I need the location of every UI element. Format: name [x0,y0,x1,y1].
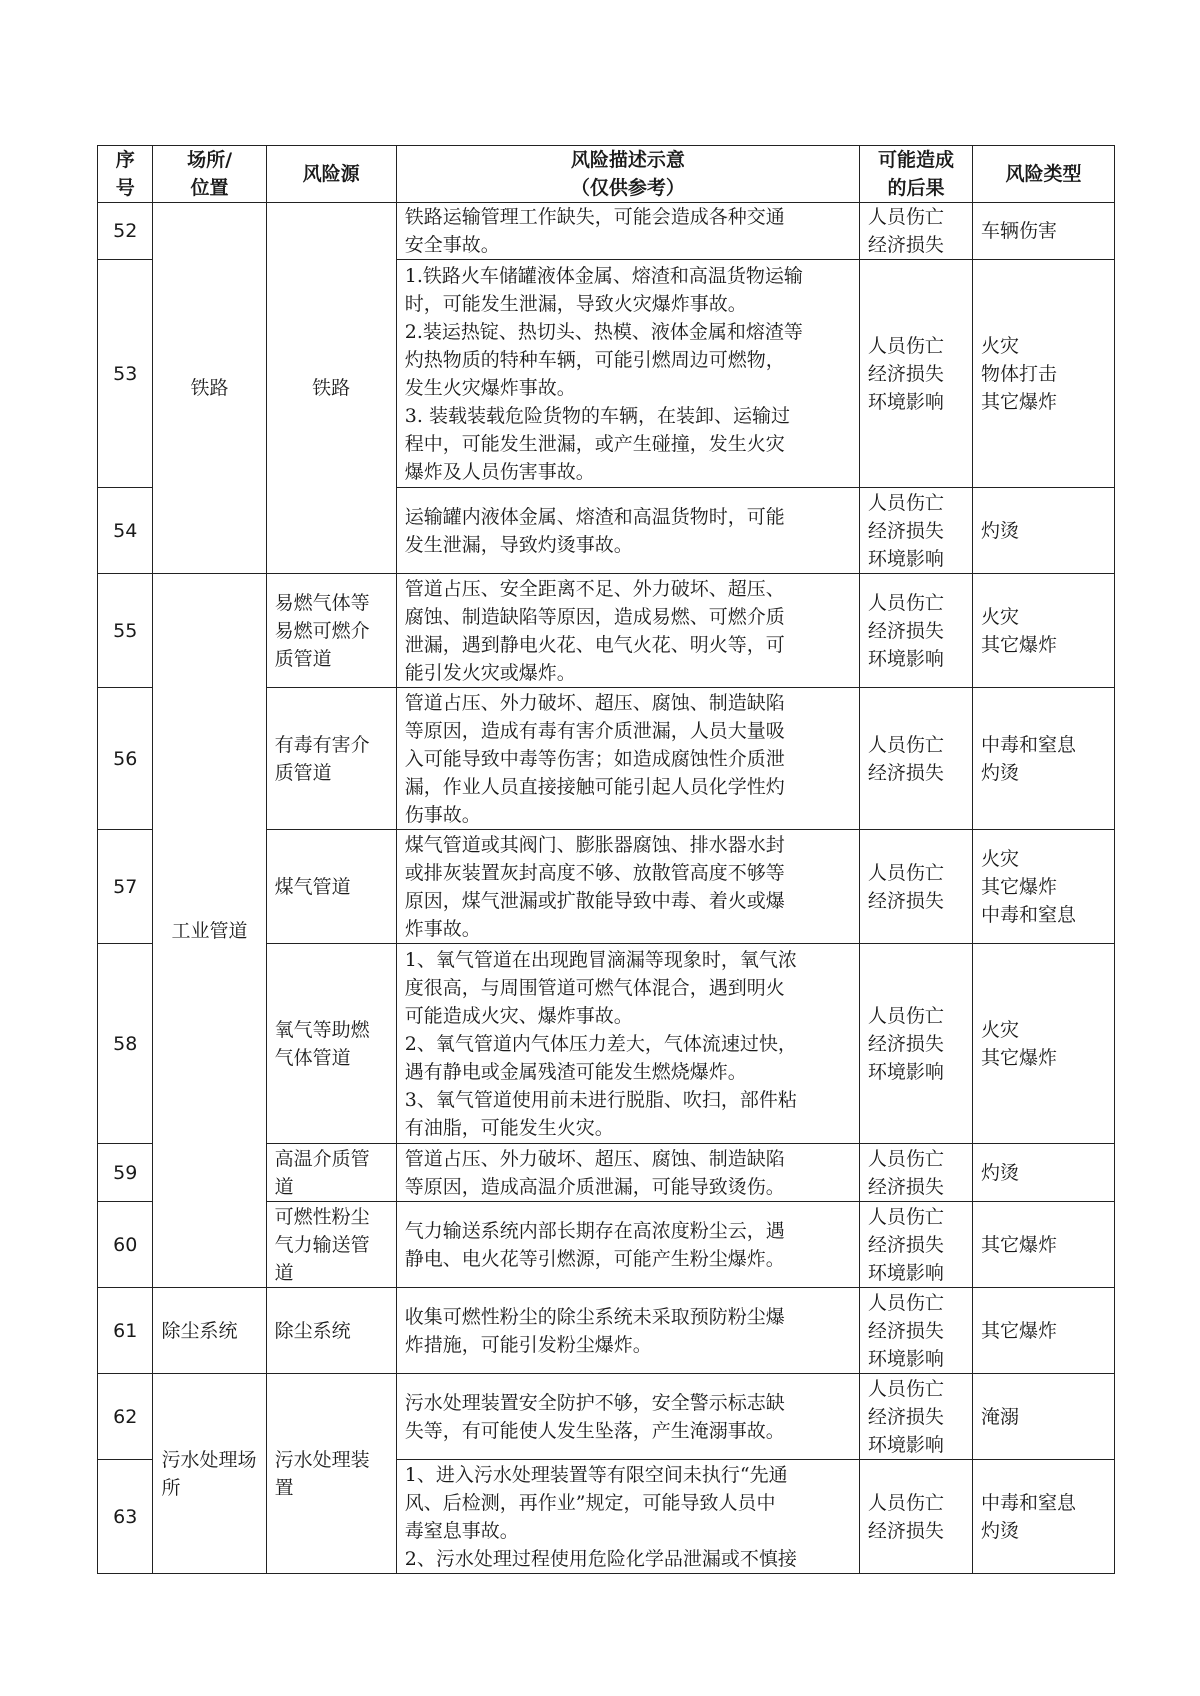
header-place: 场所/ 位置 [153,146,266,203]
risk-type-cell: 车辆伤害 [973,203,1115,260]
risk-type-cell: 火灾 其它爆炸 [973,574,1115,688]
row-number: 59 [98,1144,153,1202]
risk-type-cell: 中毒和窒息 灼烫 [973,1460,1115,1574]
table-header-row [98,146,1115,203]
place-cell-pipeline: 工业管道 [153,574,266,1288]
risk-type-cell: 淹溺 [973,1374,1115,1460]
risk-table [97,145,1115,1574]
header-consequence: 可能造成 的后果 [859,146,972,203]
description-cell: 管道占压、安全距离不足、外力破坏、超压、 腐蚀、制造缺陷等原因，造成易燃、可燃介质 泄漏，遇到静电火花、电气火花、明火等，可 能引发火灾或爆炸。 [396,574,859,688]
row-number: 58 [98,944,153,1144]
description-cell: 管道占压、外力破坏、超压、腐蚀、制造缺陷 等原因，造成高温介质泄漏，可能导致烫伤。 [396,1144,859,1202]
header-risk-type: 风险类型 [973,146,1115,203]
row-number: 53 [98,260,153,488]
description-cell: 铁路运输管理工作缺失，可能会造成各种交通 安全事故。 [396,203,859,260]
consequence-cell: 人员伤亡 经济损失 [859,830,972,944]
consequence-cell: 人员伤亡 经济损失 环境影响 [859,574,972,688]
risk-type-cell: 灼烫 [973,488,1115,574]
consequence-cell: 人员伤亡 经济损失 [859,1144,972,1202]
description-cell: 1、进入污水处理装置等有限空间未执行“先通 风、后检测，再作业”规定，可能导致人员中 毒窒息事故。 2、污水处理过程使用危险化学品泄漏或不慎接 [396,1460,859,1574]
consequence-cell: 人员伤亡 经济损失 环境影响 [859,488,972,574]
description-cell: 1、氧气管道在出现跑冒滴漏等现象时，氧气浓 度很高，与周围管道可燃气体混合，遇到明火 可能造成火灾、爆炸事故。 2、氧气管道内气体压力差大，气体流速过快， 遇有静电或金属残渣可能发生燃烧爆炸。 3、氧气管道使用前未进行脱脂、吹扫，部件粘 有油脂，可能发生火灾。 [396,944,859,1144]
row-number: 62 [98,1374,153,1460]
consequence-cell: 人员伤亡 经济损失 [859,688,972,830]
row-number: 60 [98,1202,153,1288]
source-cell: 可燃性粉尘 气力输送管 道 [266,1202,396,1288]
description-cell: 管道占压、外力破坏、超压、腐蚀、制造缺陷 等原因，造成有毒有害介质泄漏，人员大量吸 入可能导致中毒等伤害；如造成腐蚀性介质泄 漏，作业人员直接接触可能引起人员化学性灼 伤事故。 [396,688,859,830]
place-cell-sewage: 污水处理场所 [153,1374,266,1574]
row-number: 55 [98,574,153,688]
table-row [98,1288,1115,1374]
header-source: 风险源 [266,146,396,203]
table-row [98,1374,1115,1460]
risk-type-cell: 中毒和窒息 灼烫 [973,688,1115,830]
row-number: 61 [98,1288,153,1374]
risk-type-cell: 火灾 其它爆炸 [973,944,1115,1144]
consequence-cell: 人员伤亡 经济损失 环境影响 [859,1288,972,1374]
description-cell: 运输罐内液体金属、熔渣和高温货物时，可能 发生泄漏，导致灼烫事故。 [396,488,859,574]
row-number: 56 [98,688,153,830]
table-row [98,203,1115,260]
source-cell: 易燃气体等 易燃可燃介 质管道 [266,574,396,688]
description-cell: 污水处理装置安全防护不够，安全警示标志缺 失等，有可能使人发生坠落，产生淹溺事故。 [396,1374,859,1460]
row-number: 57 [98,830,153,944]
consequence-cell: 人员伤亡 经济损失 环境影响 [859,260,972,488]
consequence-cell: 人员伤亡 经济损失 [859,1460,972,1574]
source-cell-railway: 铁路 [266,203,396,574]
risk-type-cell: 火灾 其它爆炸 中毒和窒息 [973,830,1115,944]
table-row [98,574,1115,688]
risk-type-cell: 其它爆炸 [973,1288,1115,1374]
risk-type-cell: 其它爆炸 [973,1202,1115,1288]
row-number: 63 [98,1460,153,1574]
description-cell: 气力输送系统内部长期存在高浓度粉尘云，遇 静电、电火花等引燃源，可能产生粉尘爆炸。 [396,1202,859,1288]
consequence-cell: 人员伤亡 经济损失 环境影响 [859,1374,972,1460]
consequence-cell: 人员伤亡 经济损失 环境影响 [859,1202,972,1288]
place-cell-dust: 除尘系统 [153,1288,266,1374]
description-cell: 收集可燃性粉尘的除尘系统未采取预防粉尘爆 炸措施，可能引发粉尘爆炸。 [396,1288,859,1374]
source-cell: 煤气管道 [266,830,396,944]
header-description: 风险描述示意 （仅供参考） [396,146,859,203]
source-cell: 氧气等助燃 气体管道 [266,944,396,1144]
risk-type-cell: 火灾 物体打击 其它爆炸 [973,260,1115,488]
source-cell: 有毒有害介 质管道 [266,688,396,830]
consequence-cell: 人员伤亡 经济损失 [859,203,972,260]
place-cell-railway: 铁路 [153,203,266,574]
header-no: 序 号 [98,146,153,203]
description-cell: 1.铁路火车储罐液体金属、熔渣和高温货物运输 时，可能发生泄漏，导致火灾爆炸事故。 2.装运热锭、热切头、热模、液体金属和熔渣等 灼热物质的特种车辆，可能引燃周边可燃物， 发生火灾爆炸事故。 3. 装载装载危险货物的车辆，在装卸、运输过 程中，可能发生泄漏，或产生碰撞，发生火灾 爆炸及人员伤害事故。 [396,260,859,488]
row-number: 52 [98,203,153,260]
source-cell: 高温介质管 道 [266,1144,396,1202]
source-cell-dust: 除尘系统 [266,1288,396,1374]
source-cell-sewage: 污水处理装置 [266,1374,396,1574]
risk-type-cell: 灼烫 [973,1144,1115,1202]
description-cell: 煤气管道或其阀门、膨胀器腐蚀、排水器水封 或排灰装置灰封高度不够、放散管高度不够等 原因，煤气泄漏或扩散能导致中毒、着火或爆 炸事故。 [396,830,859,944]
row-number: 54 [98,488,153,574]
consequence-cell: 人员伤亡 经济损失 环境影响 [859,944,972,1144]
